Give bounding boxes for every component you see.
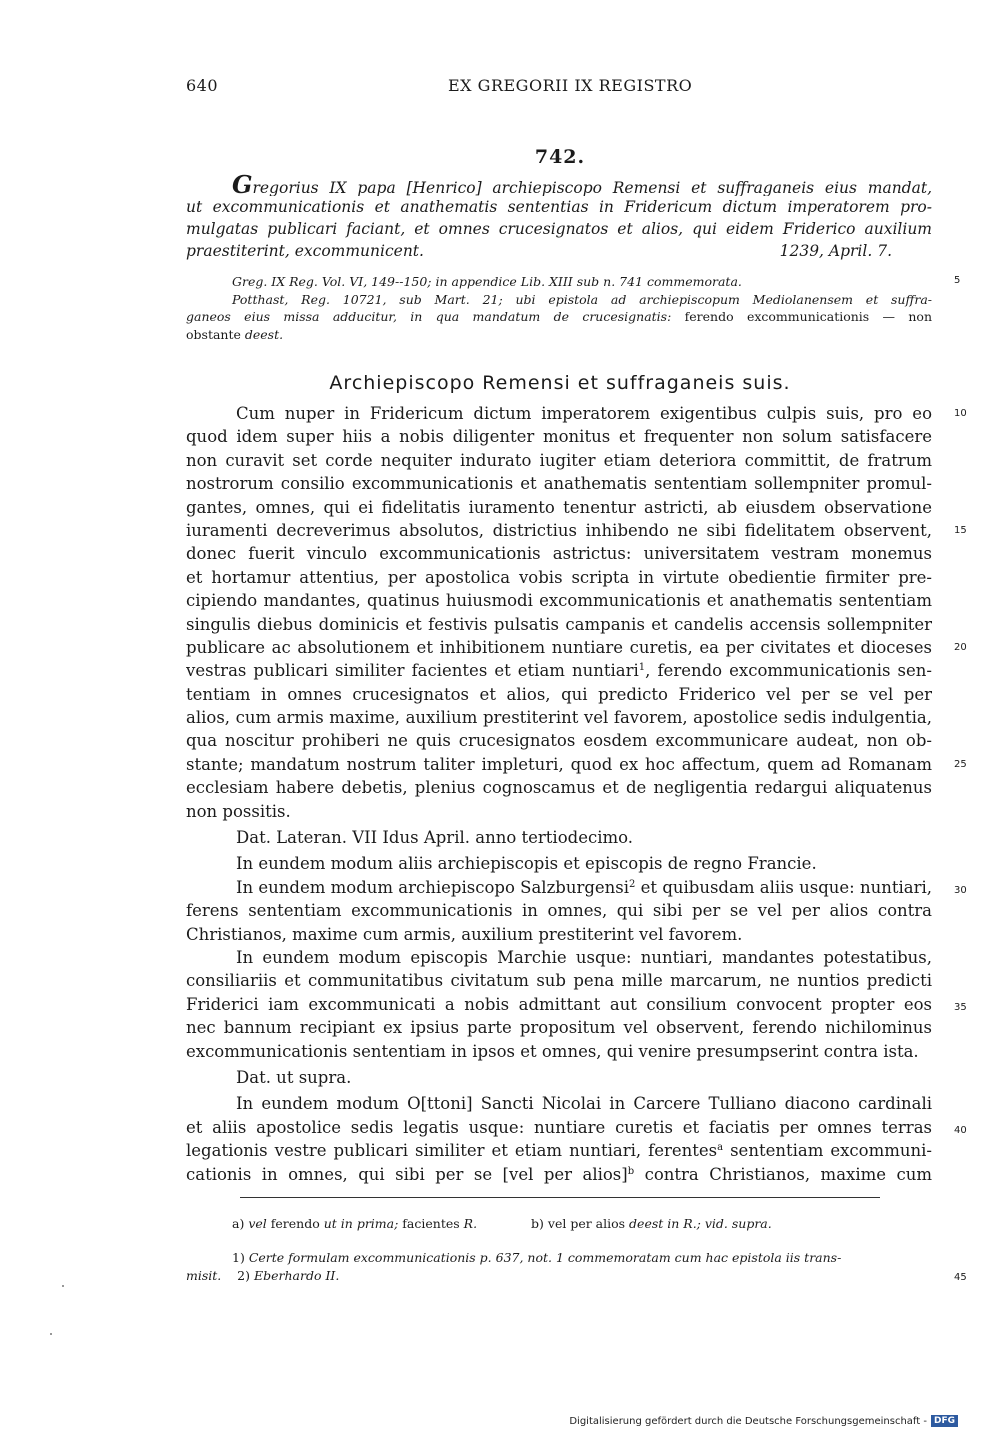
apparatus-line: a) vel ferendo ut in prima; facientes R. b) vel per alios deest in R.; vid. supra.: [232, 1216, 772, 1231]
body-line: ferens sententiam excommunicationis in omnes, qui sibi per se vel per alios contra: [186, 901, 932, 921]
body-line: In eundem modum O[ttoni] Sancti Nicolai in Carcere Tulliano diacono cardinali: [236, 1094, 932, 1114]
body-line: Cum nuper in Fridericum dictum imperatorem exigentibus culpis suis, pro eo: [236, 404, 932, 423]
regest-line: praestiterint, excommunicent. 1239, April. 7.: [186, 240, 932, 262]
body-line: cationis in omnes, qui sibi per se [vel per alios]$^b$ contra Christianos, maxime cum: [186, 1164, 932, 1184]
source-line: ganeos eius missa adducitur, in qua mandatum de crucesignatis: ferendo excommunicationis — non: [186, 309, 932, 324]
line-number: 25: [954, 759, 967, 770]
regest: [186, 174, 932, 262]
body-line: gantes, omnes, qui ei fidelitatis iuramento tenentur astricti, ab eiusdem observatione: [186, 497, 932, 517]
body-line: Friderici iam excommunicati a nobis admittant aut consilium convocent propter eos: [186, 994, 932, 1014]
body-line: In eundem modum archiepiscopo Salzburgensi$^2$ et quibusdam aliis usque: nuntiari,: [236, 877, 932, 897]
body-line: publicare ac absolutionem et inhibitionem nuntiare curetis, ea per civitates et dioceses: [186, 637, 932, 657]
line-number: 15: [954, 525, 967, 536]
body-line: donec fuerit vinculo excommunicationis astrictus: universitatem vestram monemus: [186, 544, 932, 564]
line-number: 30: [954, 885, 967, 896]
footer-text: Digitalisierung gefördert durch die Deutsche Forschungsgemeinschaft -: [569, 1415, 927, 1427]
body-line: singulis diebus dominicis et festivis pulsatis campanis et candelis accensis sollempniter: [186, 614, 932, 634]
body-line: vestras publicari similiter facientes et etiam nuntiari$^1$, ferendo excommunicationis sen-: [186, 661, 932, 681]
body-line: quod idem super hiis a nobis diligenter monitus et frequenter non solum satisfacere: [186, 427, 932, 447]
source-line: Greg. IX Reg. Vol. VI, 149--150; in appendice Lib. XIII sub n. 741 commemorata.: [232, 274, 742, 289]
apparatus-notes: [186, 1215, 932, 1233]
line-number: 45: [954, 1272, 967, 1283]
datum-line: Dat. ut supra.: [236, 1067, 352, 1087]
body-line: non curavit set corde nequiter indurato iugiter etiam deteriora committit, de fratrum: [186, 450, 932, 470]
source-notes: [186, 273, 932, 343]
body-line: non possitis.: [186, 801, 291, 821]
scan-speck: [50, 1333, 52, 1335]
page-number: 640: [186, 76, 219, 95]
footnote-ref-a: a: [717, 1142, 724, 1154]
footnote-ref-b: b: [627, 1165, 635, 1177]
regest-line: mulgatas publicari faciant, et omnes crucesignatos et alios, qui eidem Friderico auxilium: [186, 220, 932, 238]
source-line: Potthast, Reg. 10721, sub Mart. 21; ubi epistola ad archiepiscopum Mediolanensem et suffra-: [232, 291, 932, 307]
body-line: qua noscitur prohiberi ne quis crucesignatos eosdem excommunicare audeat, non ob-: [186, 731, 932, 751]
body-line: nec bannum recipiant ex ipsius parte propositum vel observent, ferendo nichilominus: [186, 1018, 932, 1038]
line-number: 40: [954, 1125, 967, 1136]
body-line: nostrorum consilio excommunicationis et anathematis sententiam sollempniter promul-: [186, 474, 932, 494]
body-line: iuramenti decreverimus absolutos, districtius inhibendo ne sibi fidelitatem observent,: [186, 520, 932, 540]
body-line: Christianos, maxime cum armis, auxilium prestiterint vel favorem.: [186, 924, 743, 944]
datum-line: Dat. Lateran. VII Idus April. anno tertiodecimo.: [236, 828, 634, 848]
body-line: et aliis apostolice sedis legatis usque: nuntiare curetis et faciatis per omnes terras: [186, 1117, 932, 1137]
body-line: alios, cum armis maxime, auxilium prestiterint vel favorem, apostolice sedis indulgentia,: [186, 708, 932, 728]
footnote-ref-2: 2: [629, 878, 636, 890]
body-line: excommunicationis sententiam in ipsos et omnes, qui venire presumpserint contra ista.: [186, 1041, 919, 1061]
footnotes: [186, 1249, 932, 1285]
regest-line: Gregorius IX papa [Henrico] archiepiscopo Remensi et suffraganeis eius mandat,: [186, 174, 932, 196]
body-line: legationis vestre publicari similiter et etiam nuntiari, ferentes$^a$ sententiam excommuni-: [186, 1141, 932, 1161]
drop-cap-initial: G: [232, 174, 253, 196]
line-number: 5: [954, 275, 961, 286]
line-number: 10: [954, 408, 967, 419]
footnote-ref-1: 1: [638, 662, 646, 674]
scan-speck: [62, 1285, 64, 1287]
regest-date: 1239, April. 7.: [779, 242, 892, 260]
footnote-rule: [240, 1197, 880, 1198]
body-line: In eundem modum aliis archiepiscopis et episcopis de regno Francie.: [236, 854, 817, 874]
running-head: EX GREGORII IX REGISTRO: [448, 76, 693, 95]
body-line: ecclesiam habere debetis, plenius cognoscamus et de negligentia redargui aliquatenus: [186, 778, 932, 798]
regest-line: ut excommunicationis et anathematis sententias in Fridericum dictum imperatorem pro-: [186, 198, 932, 216]
body-line: et hortamur attentius, per apostolica vobis scripta in virtute obedientie firmiter pre-: [186, 567, 932, 587]
body-line: cipiendo mandantes, quatinus huiusmodi excommunicationis et anathematis sententiam: [186, 591, 932, 611]
line-number: 20: [954, 642, 967, 653]
footnote-line: misit. 2) Eberhardo II.: [186, 1268, 340, 1283]
body-line: consiliariis et communitatibus civitatum sub pena mille marcarum, ne nuntios predicti: [186, 971, 932, 991]
digitization-footer: [569, 1415, 958, 1427]
line-number: 35: [954, 1002, 967, 1013]
body-line: In eundem modum episcopis Marchie usque: nuntiari, mandantes potestatibus,: [236, 947, 932, 967]
footnote-line: 1) Certe formulam excommunicationis p. 637, not. 1 commemoratam cum hac epistola iis trans-: [232, 1250, 842, 1265]
dfg-logo: DFG: [931, 1415, 958, 1427]
document-number: 742.: [534, 146, 586, 168]
body-line: tentiam in omnes crucesignatos et alios, qui predicto Friderico vel per se vel per: [186, 684, 932, 704]
letter-body: [186, 402, 932, 1186]
salutation-heading: Archiepiscopo Remensi et suffraganeis suis.: [329, 372, 791, 394]
source-line: obstante deest.: [186, 326, 284, 342]
body-line: stante; mandatum nostrum taliter impleturi, quod ex hoc affectum, quem ad Romanam: [186, 754, 932, 774]
